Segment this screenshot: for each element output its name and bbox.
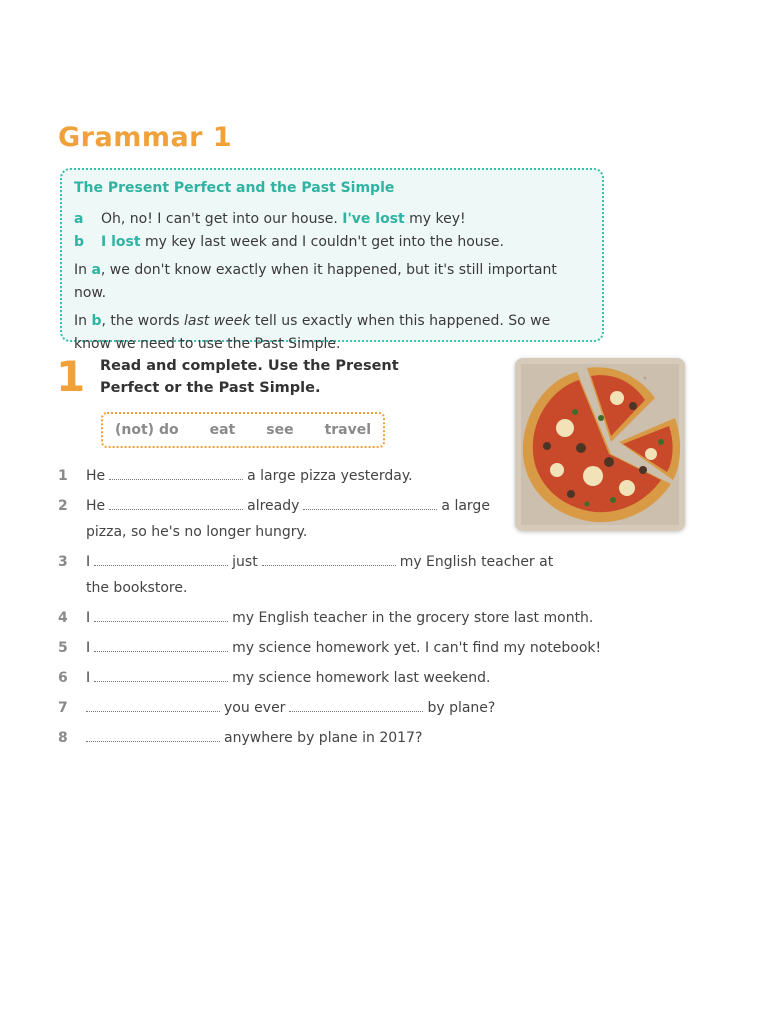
item-text-part: you ever <box>224 700 286 716</box>
example-sentence <box>101 231 504 254</box>
item-text-part: my English teacher at the bookstore. <box>86 554 554 596</box>
item-text <box>86 695 638 721</box>
answer-blank[interactable] <box>303 495 437 510</box>
answer-blank[interactable] <box>94 607 228 622</box>
exercise-item <box>58 665 638 691</box>
example-b <box>74 231 590 254</box>
answer-blank[interactable] <box>109 465 243 480</box>
example-highlight: I lost <box>101 234 141 250</box>
example-highlight: I've lost <box>342 211 405 227</box>
item-number: 7 <box>58 700 68 716</box>
answer-blank[interactable] <box>109 495 243 510</box>
item-text-part: I <box>86 670 91 686</box>
answer-blank[interactable] <box>86 727 220 742</box>
example-letter: a <box>74 211 84 227</box>
word-bank-item: see <box>266 422 294 438</box>
item-text-part: anywhere by plane in 2017? <box>224 730 423 746</box>
explanation-a <box>74 259 590 305</box>
answer-blank[interactable] <box>94 667 228 682</box>
item-text-part: already <box>247 498 300 514</box>
explanation-b <box>74 310 590 356</box>
word-bank-item: travel <box>324 422 372 438</box>
item-text-part: my English teacher in the grocery store last month. <box>232 610 594 626</box>
explanation-text: In <box>74 313 92 329</box>
word-bank-item: eat <box>209 422 236 438</box>
answer-blank[interactable] <box>289 697 423 712</box>
exercise-item <box>58 493 638 545</box>
item-text-part: a large pizza, so he's no longer hungry. <box>86 498 490 540</box>
page-title: Grammar 1 <box>58 122 233 153</box>
explanation-text: , the words <box>101 313 184 329</box>
item-text-part: by plane? <box>427 700 496 716</box>
explanation-italic: last week <box>183 313 251 329</box>
exercise-item <box>58 725 638 751</box>
example-text: my key last week and I couldn't get into the house. <box>140 234 504 250</box>
item-number: 5 <box>58 640 68 656</box>
explanation-letter: b <box>91 313 102 329</box>
item-number: 3 <box>58 554 68 570</box>
exercise-item <box>58 695 638 721</box>
item-number: 8 <box>58 730 68 746</box>
example-sentence <box>101 208 466 231</box>
explanation-text: In <box>74 262 92 278</box>
item-number: 2 <box>58 498 68 514</box>
item-text <box>86 665 638 691</box>
item-text-part: He <box>86 498 106 514</box>
explanation-letter: a <box>91 262 101 278</box>
item-text <box>86 635 638 661</box>
exercise-item <box>58 605 638 631</box>
exercise-item <box>58 549 638 601</box>
word-bank <box>101 412 385 448</box>
item-text-part: I <box>86 610 91 626</box>
item-text-part: my science homework last weekend. <box>232 670 491 686</box>
exercise-item <box>58 463 638 489</box>
item-text <box>86 463 638 489</box>
exercise-number: 1 <box>56 352 86 401</box>
exercise-instruction: Read and complete. Use the Present Perfect or the Past Simple. <box>100 358 399 396</box>
example-a <box>74 208 590 231</box>
item-text-part: He <box>86 468 106 484</box>
item-text-part: I <box>86 640 91 656</box>
item-number: 6 <box>58 670 68 686</box>
grammar-box <box>60 168 604 352</box>
grammar-box-heading: The Present Perfect and the Past Simple <box>74 180 395 196</box>
explanation-text: , we don't know exactly when it happened, but it's still important now. <box>74 262 557 301</box>
item-number: 1 <box>58 468 68 484</box>
exercise-item <box>58 635 638 661</box>
item-text-part: my science homework yet. I can't find my notebook! <box>232 640 602 656</box>
word-bank-item: (not) do <box>115 422 179 438</box>
answer-blank[interactable] <box>86 697 220 712</box>
example-text: my key! <box>404 211 466 227</box>
item-text-part: a large pizza yesterday. <box>247 468 413 484</box>
item-text <box>86 549 556 601</box>
explanation-text: tell us exactly when this happened. So we know we need to use the Past Simple. <box>74 313 551 352</box>
item-number: 4 <box>58 610 68 626</box>
item-text-part: I <box>86 554 91 570</box>
answer-blank[interactable] <box>94 637 228 652</box>
item-text-part: just <box>232 554 258 570</box>
answer-blank[interactable] <box>94 551 228 566</box>
item-text <box>86 725 638 751</box>
item-text <box>86 605 638 631</box>
example-letter: b <box>74 234 85 250</box>
answer-blank[interactable] <box>262 551 396 566</box>
exercise-items <box>58 463 638 751</box>
item-text <box>86 493 506 545</box>
example-text: Oh, no! I can't get into our house. <box>101 211 343 227</box>
